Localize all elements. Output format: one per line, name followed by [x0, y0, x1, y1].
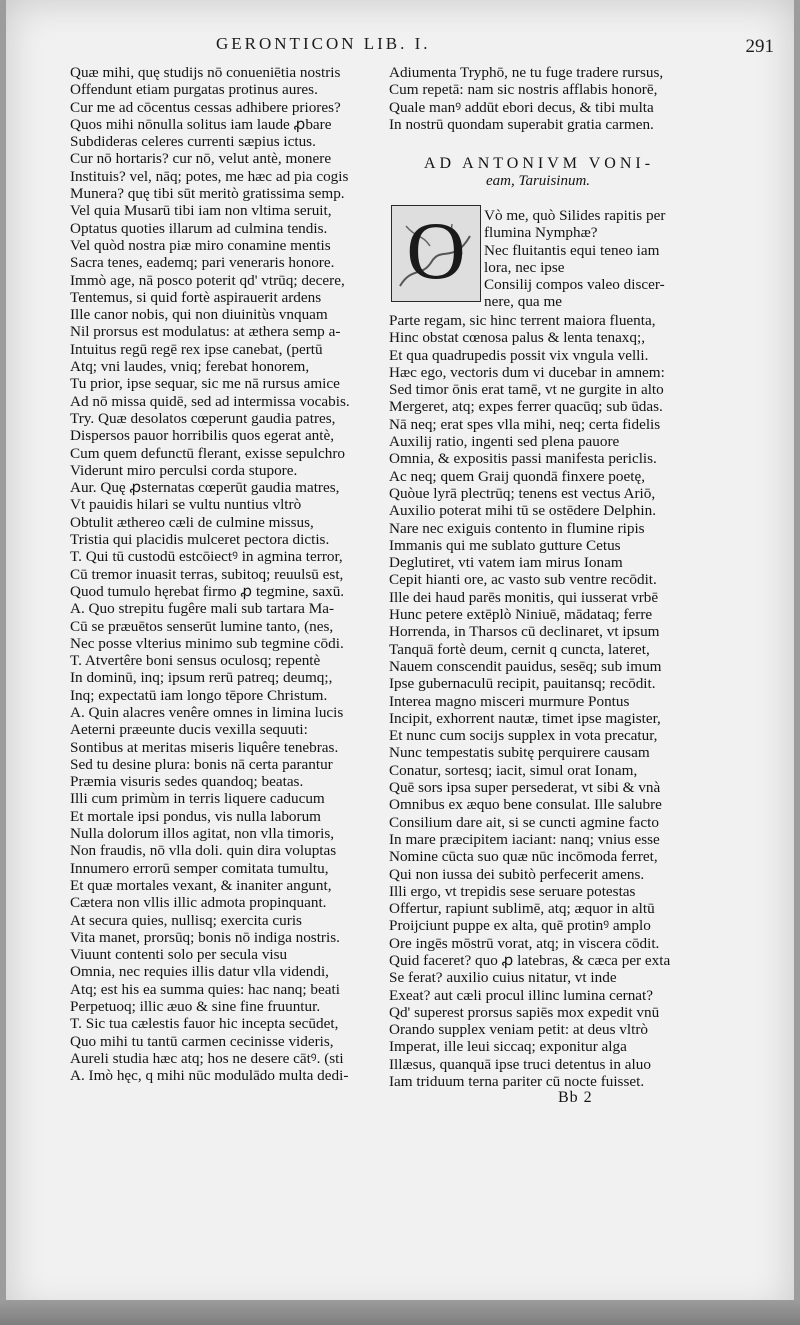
text-line: Cepit hianti ore, ac vasto sub ventre recōdit. — [389, 571, 657, 589]
text-line: Auxilij ratio, ingenti sed plena pauore — [389, 433, 620, 451]
text-line: Try. Quæ desolatos cœperunt gaudia patres, — [70, 409, 336, 427]
text-line: Nil prorsus est modulatus: at æthera semp a- — [70, 323, 341, 341]
text-line: Adiumenta Tryphō, ne tu fuge tradere rursus, — [389, 64, 664, 81]
text-line: Parte regam, sic hinc terrent maiora fluenta, — [389, 312, 656, 329]
right-column-top-lines — [389, 64, 689, 133]
text-line: Nare nec exiguis contento in flumine ripis — [389, 519, 645, 537]
text-line: Hunc petere extēplò Niniuē, mādataq; ferre — [389, 606, 653, 624]
text-line: In dominū, inq; ipsum rerū patreq; deumq;, — [70, 669, 333, 687]
text-line: Mergeret, atq; expes ferrer quacūq; sub ūdas. — [389, 398, 663, 416]
text-line: Nauem conscendit pauidus, sesēq; sub imum — [389, 657, 662, 675]
text-line: T. Atvertêre boni sensus oculosq; repentè — [70, 652, 321, 670]
text-line: Munera? quę tibi sūt meritò gratissima semp. — [70, 185, 345, 203]
text-line: Deglutiret, vti vatem iam mirus Ionam — [389, 554, 623, 572]
text-line: Aur. Quę ꝓsternatas cœperūt gaudia matres, — [70, 479, 340, 497]
text-line: Cū se præuētos senserūt lumine tanto, (nes, — [70, 617, 334, 635]
drop-cap-lines — [484, 207, 694, 311]
text-line: Et mortale ipsi pondus, vis nulla laborum — [70, 807, 321, 825]
text-line: Intuitus regū regē rex ipse canebat, (pertū — [70, 340, 323, 358]
text-line: At secura quies, nullisq; exercita curis — [70, 911, 302, 929]
text-line: Offertur, rapiunt sublimē, atq; æquor in altū — [389, 900, 655, 918]
text-line: Hæc ego, vectoris dum vi ducebar in amnem: — [389, 363, 665, 381]
poem-subtitle: eam, Taruisinum. — [486, 173, 591, 189]
text-line: nere, qua me — [484, 293, 563, 311]
text-line: Obtulit æthereo cæli de culmine missus, — [70, 513, 314, 531]
text-line: A. Quo strepitu fugêre mali sub tartara Ma- — [70, 600, 335, 618]
text-line: Sacra tenes, eademq; pari veneraris honore. — [70, 254, 335, 272]
text-line: Nec posse vlterius minimo sub tegmine cōdi. — [70, 634, 344, 652]
text-line: T. Qui tū custodū estcōiectꝰ in agmina terror, — [70, 548, 343, 566]
text-line: Immò age, nā posco poterit qd' vtrūq; decere, — [70, 271, 345, 289]
text-line: Quod tumulo hęrebat firmo ꝓ tegmine, saxū. — [70, 582, 345, 600]
scan-background-edge — [0, 1300, 800, 1325]
text-line: Quæ mihi, quę studijs nō conueniētia nostris — [70, 64, 341, 81]
text-line: Ille canor nobis, qui non diuinitùs vnquam — [70, 306, 328, 324]
signature-mark: Bb 2 — [558, 1089, 593, 1106]
text-line: Cur me ad cōcentus cessas adhibere priores? — [70, 98, 341, 116]
text-line: Vel quia Musarū tibi iam non vltima seruit, — [70, 202, 332, 220]
text-line: Nā neq; erat spes vlla mihi, neq; certa fidelis — [389, 415, 661, 433]
text-line: Orando supplex veniam petit: at deus vltrò — [389, 1021, 648, 1039]
text-line: A. Imò hęc, q mihi nūc modulādo multa dedi- — [70, 1067, 349, 1085]
text-line: Quos mihi nōnulla solitus iam laude ꝓbare — [70, 115, 332, 133]
text-line: Quale manꝰ addūt ebori decus, & tibi multa — [389, 98, 654, 116]
right-text-column — [389, 312, 694, 1090]
text-line: Innumero errorū semper comitata tumultu, — [70, 859, 329, 877]
text-line: Cū tremor inuasit terras, subitoq; reuulsū est, — [70, 565, 344, 583]
text-line: Se ferat? auxilio cuius nitatur, vt inde — [389, 969, 617, 987]
text-line: Consilij compos valeo discer- — [484, 276, 665, 294]
text-line: Consilium dare ait, si se cuncti agmine facto — [389, 813, 659, 831]
text-line: Nomine cūcta suo quæ nūc incōmoda ferret, — [389, 848, 658, 866]
text-line: Ille dei haud parēs monitis, qui iusserat vrbē — [389, 588, 659, 606]
text-line: Sed tu desine plura: bonis nā certa parantur — [70, 755, 333, 773]
text-line: lora, nec ipse — [484, 258, 565, 276]
initial-letter: O — [406, 206, 466, 296]
text-line: Cur nō hortaris? cur nō, velut antè, monere — [70, 150, 332, 168]
text-line: Instituis? vel, nāq; potes, me hæc ad pia cogis — [70, 167, 349, 185]
text-line: flumina Nymphæ? — [484, 224, 598, 242]
text-line: Optatus quoties illarum ad culmina tendis. — [70, 219, 328, 237]
page-number: 291 — [745, 36, 774, 57]
ornamental-initial-icon — [392, 206, 480, 301]
running-head: GERONTICON LIB. I. — [216, 34, 431, 53]
text-line: Tu prior, ipse sequar, sic me nā rursus amice — [70, 375, 340, 393]
text-line: Sed timor ōnis erat tamē, vt ne gurgite in alto — [389, 381, 664, 399]
poem-title: AD ANTONIVM VONI- — [423, 155, 655, 172]
text-line: Incipit, exhorrent nautæ, timet ipse magister, — [389, 709, 661, 727]
text-line: Proijciunt puppe ex alta, quē protinꝰ amplo — [389, 917, 651, 935]
text-line: Quid faceret? quo ꝓ latebras, & cæca per exta — [389, 951, 671, 969]
text-line: Aeterni præeunte ducis vexilla sequuti: — [70, 721, 308, 739]
text-line: A. Quin alacres venêre omnes in limina lucis — [70, 703, 344, 721]
text-line: Cætera non vllis illic admota propinquant. — [70, 894, 327, 912]
text-line: Cum repetā: nam sic nostris afflabis honorē, — [389, 81, 658, 99]
text-line: Offendunt etiam purgatas protinus aures. — [70, 81, 318, 99]
text-line: In nostrū quondam superabit gratia carmen. — [389, 115, 654, 133]
text-line: Nunc tempestatis subitę perquirere causam — [389, 744, 650, 762]
text-line: Viuunt contenti solo per secula visu — [70, 946, 288, 964]
text-line: Et quæ mortales vexant, & inaniter angunt, — [70, 876, 332, 894]
text-line: Iam triduum terna pariter cū nocte fuisset. — [389, 1073, 645, 1091]
text-line: Nulla dolorum illos agitat, non vlla timoris, — [70, 825, 335, 843]
text-line: Auxilio poterat mihi tū se ostēdere Delphin. — [389, 502, 656, 520]
text-line: Vt pauidis hilari se vultu nuntius vltrò — [70, 496, 302, 514]
decorated-initial-o — [391, 205, 481, 302]
text-line: Præmia visuris sedes quandoq; beatas. — [70, 773, 304, 791]
text-line: Atq; vni laudes, vniq; ferebat honorem, — [70, 358, 310, 376]
text-line: Illæsus, quanquā ipse truci detentus in aluo — [389, 1055, 651, 1073]
text-line: Qui non iussa dei subitò perfecerit amens. — [389, 865, 645, 883]
text-line: Ad nō missa quidē, sed ad intermissa vocabis. — [70, 392, 350, 410]
text-line: Illi cum primùm in terris liquere caducum — [70, 790, 325, 808]
text-line: Omnia, nec requies illis datur vlla videndi, — [70, 963, 329, 981]
text-line: Quo mihi tu tantū carmen cecinisse videris, — [70, 1032, 334, 1050]
text-line: Qd' superest prorsus sapiēs mox expedit vnū — [389, 1003, 660, 1021]
text-line: Aureli studia hæc atq; hos ne desere cātꝰ. (sti — [70, 1049, 344, 1067]
text-line: Conatur, sortesq; iacit, simul orat Ionam, — [389, 761, 638, 779]
text-line: In mare præcipitem iaciant: nanq; vnius esse — [389, 830, 660, 848]
book-page — [6, 0, 794, 1315]
text-line: Et nunc cum socijs supplex in vota precatur, — [389, 727, 658, 745]
text-line: Exeat? aut cæli procul illinc lumina cernat? — [389, 986, 653, 1004]
text-line: Tanquā fortè deum, cernit q cuncta, lateret, — [389, 640, 650, 658]
text-line: Et qua quadrupedis possit vix vngula velli. — [389, 346, 649, 364]
text-line: Quē sors ipsa super persederat, vt sibi & vnà — [389, 779, 661, 797]
text-line: Viderunt miro perculsi corda stupore. — [70, 461, 298, 479]
text-line: Vel quòd nostra piæ miro conamine mentis — [70, 236, 331, 254]
text-line: Cum quem defunctū flerant, exisse sepulchro — [70, 444, 345, 462]
text-line: Ipse gubernaculū recipit, pauitansq; recōdit. — [389, 675, 656, 693]
text-line: Atq; est his ea summa quies: hac nanq; beati — [70, 980, 340, 998]
text-line: Immanis qui me sublato gutture Cetus — [389, 536, 621, 554]
text-line: Vita manet, prorsūq; bonis nō indiga nostris. — [70, 928, 340, 946]
text-line: Vò me, quò Silides rapitis per — [484, 207, 666, 224]
text-line: Illi ergo, vt trepidis sese seruare potestas — [389, 882, 636, 900]
text-line: Subdideras celeres currenti sæpius ictus. — [70, 133, 316, 151]
text-line: Omnibus ex æquo bene consulat. Ille salubre — [389, 796, 662, 814]
text-line: Quòue lyrā plectrūq; tenens est vectus Ariō, — [389, 484, 656, 502]
text-line: Ac neq; quem Graij quondā finxere poetę, — [389, 467, 645, 485]
text-line: Interea magno misceri murmure Pontus — [389, 692, 630, 710]
text-line: Ore ingēs mōstrū vorat, atq; in viscera cōdit. — [389, 934, 660, 952]
text-line: Dispersos pauor horribilis quos egerat antè, — [70, 427, 335, 445]
text-line: Tristia qui placidis mulceret pectora dictis. — [70, 531, 330, 549]
text-line: Hinc obstat cœnosa palus & lenta tenaxq;, — [389, 329, 646, 347]
text-line: Tentemus, si quid fortè aspirauerit ardens — [70, 288, 322, 306]
text-line: Perpetuoq; illic æuo & sine fine fruuntur. — [70, 998, 321, 1016]
text-line: Sontibus at meritas miseris liquêre tenebras. — [70, 738, 339, 756]
text-line: Nec fluitantis equi teneo iam — [484, 241, 660, 259]
text-line: Horrenda, in Tharsos cū declinaret, vt ipsum — [389, 623, 660, 641]
text-line: Imperat, ille leui siccaq; exponitur alga — [389, 1038, 627, 1056]
text-line: Non fraudis, nō vlla doli. quin dira voluptas — [70, 842, 337, 860]
text-line: T. Sic tua cælestis fauor hic incepta secūdet, — [70, 1015, 339, 1033]
text-line: Inq; expectatū iam longo tēpore Christum. — [70, 686, 328, 704]
left-text-column — [70, 64, 382, 1085]
text-line: Omnia, & expositis passi manifesta periclis. — [389, 450, 657, 468]
